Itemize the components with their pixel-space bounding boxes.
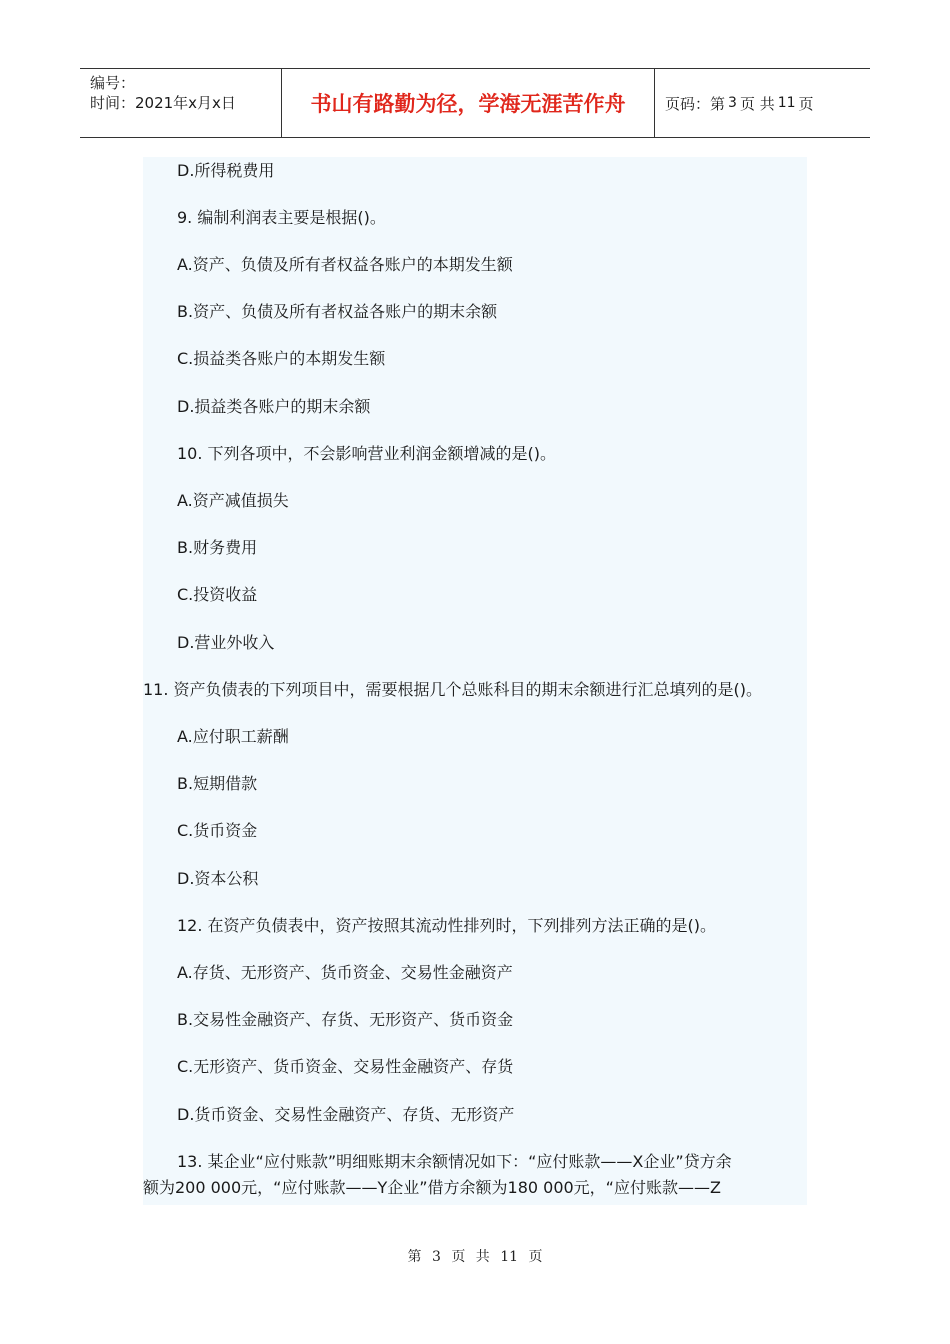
header-motto: 书山有路勤为径，学海无涯苦作舟 — [282, 69, 655, 137]
option-line: D.损益类各账户的期末余额 — [177, 397, 371, 416]
question-12: 12. 在资产负债表中，资产按照其流动性排列时，下列排列方法正确的是()。 — [177, 916, 717, 935]
page-footer — [0, 1246, 950, 1266]
option-line: D.货币资金、交易性金融资产、存货、无形资产 — [177, 1105, 515, 1124]
option-line: C.货币资金 — [177, 821, 258, 840]
option-line: A.资产减值损失 — [177, 491, 289, 510]
serial-label: 编号： — [90, 74, 136, 92]
page-end: 页 — [798, 94, 814, 113]
header-page-info — [655, 69, 870, 137]
footer-page-total: 11 — [500, 1249, 519, 1265]
option-line: D.资本公积 — [177, 869, 259, 888]
footer-gong: 共 — [475, 1249, 490, 1265]
page-number: 3 — [728, 95, 737, 111]
option-line: C.损益类各账户的本期发生额 — [177, 349, 386, 368]
page-mid: 页 共 — [739, 94, 775, 113]
question-11: 11. 资产负债表的下列项目中，需要根据几个总账科目的期末余额进行汇总填列的是()。 — [143, 680, 763, 699]
question-10: 10. 下列各项中，不会影响营业利润金额增减的是()。 — [177, 444, 557, 463]
option-line: A.存货、无形资产、货币资金、交易性金融资产 — [177, 963, 513, 982]
header-meta — [80, 69, 282, 137]
page-label: 页码：第 — [665, 94, 726, 113]
option-line: B.交易性金融资产、存货、无形资产、货币资金 — [177, 1010, 514, 1029]
option-line: B.财务费用 — [177, 538, 258, 557]
option-line: C.投资收益 — [177, 585, 258, 604]
page-total: 11 — [777, 95, 796, 111]
footer-ye-end: 页 — [528, 1249, 543, 1265]
option-line: A.应付职工薪酬 — [177, 727, 289, 746]
footer-di: 第 — [407, 1249, 422, 1265]
question-13-line-2: 额为200 000元，“应付账款——Y企业”借方余额为180 000元，“应付账款——Z — [143, 1178, 721, 1197]
option-line: C.无形资产、货币资金、交易性金融资产、存货 — [177, 1057, 514, 1076]
footer-ye: 页 — [451, 1249, 466, 1265]
option-line: A.资产、负债及所有者权益各账户的本期发生额 — [177, 255, 513, 274]
page-header — [80, 68, 870, 138]
option-line: D.营业外收入 — [177, 633, 275, 652]
option-line: D.所得税费用 — [177, 161, 275, 180]
time-label: 时间：2021年x月x日 — [90, 94, 236, 112]
question-13-line-1: 13. 某企业“应付账款”明细账期末余额情况如下：“应付账款——X企业”贷方余 — [177, 1152, 732, 1171]
option-line: B.资产、负债及所有者权益各账户的期末余额 — [177, 302, 498, 321]
question-content — [143, 157, 807, 1205]
question-9: 9. 编制利润表主要是根据()。 — [177, 208, 386, 227]
option-line: B.短期借款 — [177, 774, 258, 793]
footer-page-number: 3 — [431, 1249, 441, 1265]
